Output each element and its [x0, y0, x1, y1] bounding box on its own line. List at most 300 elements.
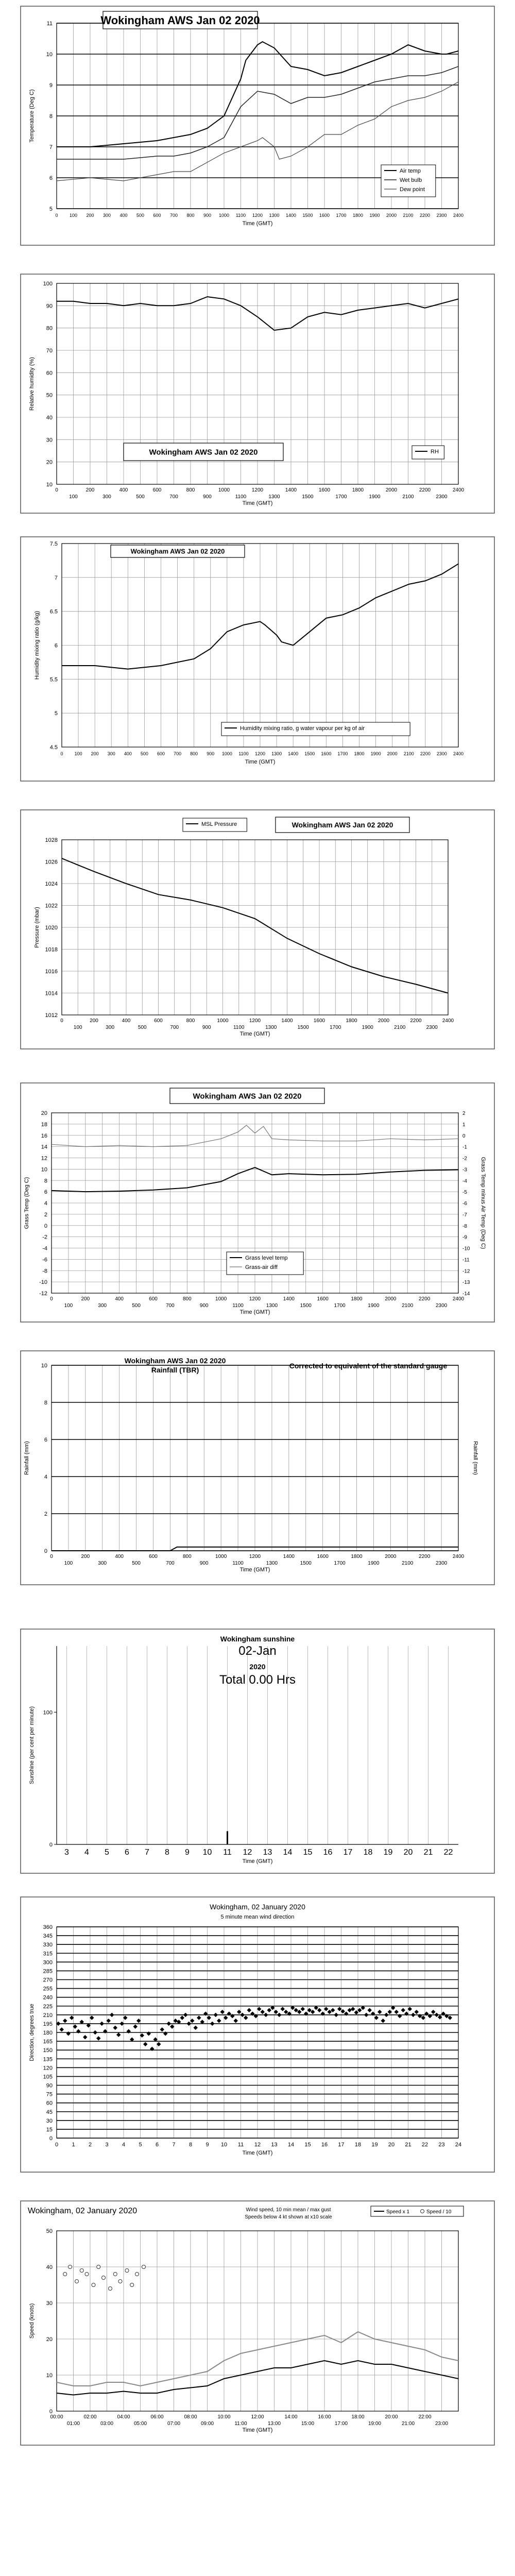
- y-tick-label: 135: [43, 2056, 53, 2063]
- x-tick-label: 2400: [453, 213, 464, 218]
- y-tick-label: 20: [46, 2336, 53, 2343]
- x-tick-label: 8: [188, 2142, 193, 2148]
- y-tick-label: 6: [44, 1189, 47, 1196]
- x-axis-label: Time (GMT): [242, 221, 273, 227]
- x-axis-label: Time (GMT): [242, 500, 273, 506]
- x-tick-label: 1200: [254, 751, 266, 756]
- y-tick-label: 1026: [45, 859, 58, 866]
- x-tick-label: 1300: [265, 1025, 277, 1030]
- legend-label: Speed x 1: [386, 2209, 410, 2215]
- y2-axis-label: Rainfall (mm): [472, 1441, 478, 1475]
- y-tick-label: 285: [43, 1968, 53, 1975]
- x-tick-label: 2300: [435, 1561, 448, 1566]
- x-tick-label: 1400: [281, 1018, 293, 1024]
- x-tick-label: 12:00: [251, 2414, 264, 2420]
- x-tick-label: 1400: [288, 751, 299, 756]
- x-tick-label: 12: [243, 1848, 252, 1857]
- x-tick-label: 18: [363, 1848, 373, 1857]
- x-tick-label: 800: [186, 213, 195, 218]
- x-tick-label: 0: [55, 213, 58, 218]
- speed-scaled-point: [130, 2283, 134, 2287]
- x-tick-label: 1300: [266, 1561, 278, 1566]
- x-tick-label: 15: [303, 1848, 313, 1857]
- x-tick-label: 1800: [352, 213, 364, 218]
- x-tick-label: 08:00: [184, 2414, 197, 2420]
- x-tick-label: 2400: [452, 487, 465, 493]
- y-axis-label: Speed (knots): [29, 2303, 35, 2339]
- y-tick-label: -12: [39, 1291, 47, 1297]
- legend-label: Speed / 10: [426, 2209, 452, 2215]
- speed-scaled-point: [97, 2265, 100, 2269]
- chart-year: 2020: [249, 1663, 266, 1671]
- x-tick-label: 4: [122, 2142, 126, 2148]
- y-tick-label: -10: [39, 1279, 47, 1286]
- x-tick-label: 1: [72, 2142, 75, 2148]
- x-tick-label: 500: [132, 1303, 141, 1309]
- x-tick-label: 17: [338, 2142, 345, 2148]
- x-axis-label: Time (GMT): [239, 1309, 270, 1315]
- y-tick-label: 70: [46, 348, 53, 354]
- x-tick-label: 2300: [436, 213, 447, 218]
- y-tick-label: 75: [46, 2091, 53, 2098]
- y-tick-label: 1028: [45, 837, 58, 843]
- x-tick-label: 1400: [283, 1554, 295, 1560]
- x-tick-label: 16: [321, 2142, 328, 2148]
- y2-tick-label: -4: [462, 1178, 467, 1184]
- y-tick-label: 60: [46, 2100, 53, 2107]
- x-tick-label: 8: [165, 1848, 169, 1857]
- x-tick-label: 2200: [419, 1296, 431, 1302]
- x-tick-label: 19: [383, 1848, 393, 1857]
- x-tick-label: 2300: [436, 751, 447, 756]
- wind-direction-chart: [0, 1896, 515, 2174]
- x-tick-label: 13: [271, 2142, 278, 2148]
- x-tick-label: 1500: [300, 1561, 312, 1566]
- x-axis-label: Time (GMT): [242, 2150, 273, 2156]
- x-tick-label: 1800: [352, 487, 364, 493]
- y2-tick-label: -7: [462, 1212, 467, 1218]
- y-tick-label: 10: [41, 1166, 47, 1173]
- x-tick-label: 2300: [435, 1303, 448, 1309]
- x-tick-label: 21:00: [401, 2421, 415, 2427]
- x-tick-label: 1800: [354, 751, 365, 756]
- x-tick-label: 07:00: [167, 2421, 181, 2427]
- y-axis-label: Rainfall (mm): [24, 1441, 30, 1475]
- legend-label: Air temp: [400, 168, 421, 174]
- x-tick-label: 2: [88, 2142, 92, 2148]
- y-tick-label: 14: [41, 1144, 47, 1150]
- x-tick-label: 1700: [336, 213, 347, 218]
- y-tick-label: -6: [42, 1257, 47, 1263]
- x-tick-label: 1100: [232, 1561, 244, 1566]
- x-tick-label: 3: [64, 1848, 69, 1857]
- x-axis-label: Time (GMT): [239, 1567, 270, 1573]
- x-tick-label: 19: [371, 2142, 378, 2148]
- x-tick-label: 700: [166, 1303, 175, 1309]
- y-tick-label: 6.5: [49, 608, 58, 615]
- x-tick-label: 300: [98, 1303, 107, 1309]
- y2-axis-label: Grass Temp minus Air Temp (Deg C): [480, 1157, 486, 1249]
- x-tick-label: 2300: [426, 1025, 438, 1030]
- x-tick-label: 14:00: [284, 2414, 298, 2420]
- y-tick-label: 1022: [45, 903, 58, 909]
- x-tick-label: 09:00: [200, 2421, 214, 2427]
- x-tick-label: 1500: [300, 1303, 312, 1309]
- x-tick-label: 1200: [249, 1554, 261, 1560]
- y-tick-label: 40: [46, 2264, 53, 2270]
- x-tick-label: 1900: [368, 1561, 380, 1566]
- y-tick-label: 11: [46, 21, 53, 27]
- y-tick-label: 2: [44, 1211, 47, 1218]
- x-tick-label: 1200: [249, 1018, 261, 1024]
- x-tick-label: 11:00: [234, 2421, 247, 2427]
- x-tick-label: 3: [105, 2142, 109, 2148]
- x-tick-label: 100: [69, 494, 78, 500]
- x-tick-label: 1600: [317, 1296, 329, 1302]
- y-axis-label: Direction, degrees true: [29, 2004, 35, 2061]
- x-tick-label: 600: [154, 1018, 163, 1024]
- sunshine-chart: [0, 1628, 515, 1875]
- y-tick-label: 7.5: [49, 541, 58, 547]
- x-tick-label: 0: [50, 1554, 53, 1560]
- x-tick-label: 23:00: [435, 2421, 449, 2427]
- x-tick-label: 100: [64, 1303, 73, 1309]
- y-tick-label: 1012: [45, 1012, 58, 1019]
- speed-scaled-point: [135, 2273, 139, 2276]
- y-tick-label: 50: [46, 2228, 53, 2234]
- x-tick-label: 21: [405, 2142, 411, 2148]
- y2-tick-label: -12: [462, 1268, 470, 1275]
- x-tick-label: 2200: [410, 1018, 422, 1024]
- mixing-ratio-chart: [0, 536, 515, 783]
- y-tick-label: 0: [49, 1842, 53, 1848]
- y-tick-label: 330: [43, 1942, 53, 1948]
- y-axis-label: Temperature (Deg C): [29, 89, 35, 143]
- legend-label: Grass level temp: [245, 1255, 288, 1261]
- y-tick-label: 40: [46, 415, 53, 421]
- legend-label: Dew point: [400, 187, 425, 193]
- y-tick-label: 120: [43, 2065, 53, 2072]
- x-tick-label: 20: [388, 2142, 395, 2148]
- y-tick-label: 90: [46, 303, 53, 310]
- x-tick-label: 19:00: [368, 2421, 382, 2427]
- x-tick-label: 05:00: [133, 2421, 147, 2427]
- y-tick-label: 6: [44, 1437, 47, 1443]
- x-tick-label: 100: [64, 1561, 73, 1566]
- y-axis-label: Grass Temp (Deg C): [24, 1177, 30, 1229]
- y2-tick-label: -13: [462, 1280, 470, 1286]
- x-tick-label: 2400: [442, 1018, 454, 1024]
- y2-tick-label: -10: [462, 1246, 470, 1252]
- x-tick-label: 1200: [249, 1296, 261, 1302]
- x-tick-label: 800: [186, 1018, 195, 1024]
- x-tick-label: 1100: [235, 494, 247, 500]
- x-tick-label: 10:00: [217, 2414, 231, 2420]
- y2-tick-label: -8: [462, 1223, 467, 1229]
- y-tick-label: 10: [41, 1363, 47, 1369]
- x-tick-label: 0: [50, 1296, 53, 1302]
- y-tick-label: 20: [46, 459, 53, 466]
- x-tick-label: 1100: [232, 1303, 244, 1309]
- y-tick-label: 18: [41, 1121, 47, 1128]
- x-tick-label: 4: [84, 1848, 89, 1857]
- x-tick-label: 800: [182, 1554, 192, 1560]
- y-tick-label: 1014: [45, 990, 58, 997]
- y-tick-label: 1018: [45, 946, 58, 953]
- chart-title: Wokingham AWS Jan 02 2020: [291, 821, 393, 829]
- speed-scaled-point: [118, 2280, 122, 2283]
- x-tick-label: 900: [199, 1303, 209, 1309]
- x-tick-label: 1000: [215, 1296, 227, 1302]
- legend: [412, 446, 444, 459]
- chart-annotation: Corrected to equivalent of the standard gauge: [289, 1362, 448, 1370]
- x-tick-label: 200: [81, 1296, 90, 1302]
- x-tick-label: 1400: [285, 487, 297, 493]
- x-tick-label: 600: [149, 1296, 158, 1302]
- x-tick-label: 500: [138, 1025, 147, 1030]
- humidity-chart: [0, 273, 515, 515]
- x-tick-label: 22:00: [418, 2414, 432, 2420]
- x-tick-label: 6: [125, 1848, 129, 1857]
- x-tick-label: 100: [69, 213, 78, 218]
- chart-subtitle: 5 minute mean wind direction: [220, 1914, 295, 1920]
- pressure-chart: [0, 809, 515, 1051]
- x-tick-label: 2000: [385, 1554, 397, 1560]
- y-tick-label: 345: [43, 1933, 53, 1940]
- x-tick-label: 600: [157, 751, 165, 756]
- x-tick-label: 400: [122, 1018, 131, 1024]
- x-tick-label: 2000: [387, 751, 398, 756]
- legend-label: Wet bulb: [400, 177, 422, 183]
- x-tick-label: 1300: [268, 494, 280, 500]
- x-tick-label: 1700: [334, 1303, 346, 1309]
- x-tick-label: 400: [119, 487, 128, 493]
- y-axis-label: Humidity mixing ratio (g/kg): [34, 611, 40, 680]
- x-tick-label: 300: [107, 751, 115, 756]
- x-tick-label: 22: [421, 2142, 428, 2148]
- y-tick-label: 30: [46, 2300, 53, 2307]
- y-tick-label: 7: [54, 574, 58, 581]
- rainfall-chart: [0, 1350, 515, 1587]
- x-tick-label: 2000: [385, 1296, 397, 1302]
- y-tick-label: 2: [44, 1511, 47, 1517]
- x-tick-label: 1300: [266, 1303, 278, 1309]
- chart-title: Wokingham AWS Jan 02 2020: [100, 13, 260, 27]
- y-tick-label: 30: [46, 2117, 53, 2124]
- x-tick-label: 1000: [218, 487, 230, 493]
- x-tick-label: 300: [102, 494, 111, 500]
- x-tick-label: 13:00: [267, 2421, 281, 2427]
- x-tick-label: 400: [115, 1554, 124, 1560]
- y-tick-label: 10: [46, 482, 53, 488]
- x-tick-label: 1600: [317, 1554, 329, 1560]
- x-tick-label: 200: [81, 1554, 90, 1560]
- panel-frame: [21, 537, 494, 781]
- x-tick-label: 9: [205, 2142, 209, 2148]
- panel-frame: [21, 810, 494, 1049]
- x-tick-label: 1900: [369, 494, 381, 500]
- x-tick-label: 10: [220, 2142, 228, 2148]
- chart-subtitle: Speeds below 4 kt shown at x10 scale: [245, 2214, 332, 2220]
- y-tick-label: 0: [44, 1223, 47, 1229]
- y-tick-label: 20: [41, 1110, 47, 1116]
- chart-total: Total 0.00 Hrs: [219, 1673, 296, 1687]
- x-tick-label: 1700: [334, 1561, 346, 1566]
- x-tick-label: 0: [60, 751, 63, 756]
- x-tick-label: 1400: [285, 213, 297, 218]
- x-tick-label: 15: [304, 2142, 311, 2148]
- x-tick-label: 900: [203, 213, 212, 218]
- x-tick-label: 1100: [238, 751, 249, 756]
- y-tick-label: 8: [49, 113, 53, 120]
- x-tick-label: 700: [169, 494, 178, 500]
- y2-tick-label: -11: [462, 1257, 470, 1263]
- y2-tick-label: 1: [462, 1122, 466, 1128]
- x-tick-label: 1900: [370, 751, 381, 756]
- x-tick-label: 22: [443, 1848, 453, 1857]
- x-tick-label: 1400: [283, 1296, 295, 1302]
- x-tick-label: 0: [60, 1018, 63, 1024]
- y-tick-label: -4: [42, 1245, 47, 1252]
- y-tick-label: 45: [46, 2109, 53, 2115]
- x-tick-label: 2200: [419, 487, 431, 493]
- y-tick-label: 15: [46, 2126, 53, 2133]
- y-tick-label: 80: [46, 325, 53, 332]
- y2-tick-label: 0: [462, 1133, 466, 1139]
- x-tick-label: 2100: [403, 751, 414, 756]
- x-tick-label: 1700: [330, 1025, 341, 1030]
- y-tick-label: 8: [44, 1400, 47, 1406]
- x-tick-label: 12: [254, 2142, 261, 2148]
- x-tick-label: 00:00: [50, 2414, 63, 2420]
- x-tick-label: 17:00: [334, 2421, 348, 2427]
- y-tick-label: 315: [43, 1951, 53, 1957]
- sunshine-bar: [227, 1831, 228, 1844]
- y-tick-label: 225: [43, 2003, 53, 2010]
- y-tick-label: 1016: [45, 969, 58, 975]
- y-tick-label: 9: [49, 82, 53, 89]
- x-tick-label: 20: [403, 1848, 413, 1857]
- x-tick-label: 1500: [297, 1025, 309, 1030]
- x-tick-label: 900: [207, 751, 215, 756]
- x-tick-label: 18:00: [351, 2414, 365, 2420]
- panel-frame: [21, 1351, 494, 1585]
- y-tick-label: 0: [49, 2136, 53, 2142]
- chart-title: Wokingham AWS Jan 02 2020: [193, 1092, 302, 1101]
- y-tick-label: 90: [46, 2082, 53, 2089]
- x-tick-label: 11: [237, 2142, 244, 2148]
- y-tick-label: 100: [43, 281, 53, 287]
- y-tick-label: 10: [46, 52, 53, 58]
- y-tick-label: 1020: [45, 925, 58, 931]
- x-tick-label: 500: [136, 213, 145, 218]
- x-tick-label: 1800: [351, 1554, 363, 1560]
- y-tick-label: 150: [43, 2047, 53, 2054]
- y-tick-label: 100: [43, 1709, 53, 1716]
- x-tick-label: 800: [182, 1296, 192, 1302]
- y-axis-label: Pressure (mbar): [34, 907, 40, 948]
- x-tick-label: 900: [202, 1025, 211, 1030]
- y-tick-label: 50: [46, 392, 53, 399]
- grass-temp-chart: [0, 1082, 515, 1324]
- x-tick-label: 17: [343, 1848, 353, 1857]
- y-tick-label: 6: [49, 175, 53, 181]
- y-tick-label: 300: [43, 1959, 53, 1966]
- legend-swatch: [421, 2210, 424, 2213]
- y-tick-label: 4.5: [49, 744, 58, 751]
- y-tick-label: 360: [43, 1924, 53, 1930]
- x-tick-label: 1000: [218, 213, 230, 218]
- y2-tick-label: -2: [462, 1156, 467, 1162]
- x-tick-label: 700: [169, 213, 178, 218]
- x-tick-label: 400: [124, 751, 132, 756]
- speed-scaled-point: [80, 2269, 83, 2273]
- x-tick-label: 300: [102, 213, 111, 218]
- y2-tick-label: -6: [462, 1201, 467, 1207]
- speed-scaled-point: [142, 2265, 146, 2269]
- speed-scaled-point: [68, 2265, 72, 2269]
- x-tick-label: 14: [287, 2142, 295, 2148]
- y-tick-label: 5.5: [49, 676, 58, 683]
- x-tick-label: 7: [172, 2142, 176, 2148]
- y2-tick-label: -5: [462, 1190, 467, 1196]
- y-tick-label: 0: [44, 1548, 47, 1554]
- x-tick-label: 2400: [452, 1296, 465, 1302]
- x-tick-label: 14: [283, 1848, 293, 1857]
- x-tick-label: 1000: [221, 751, 232, 756]
- x-tick-label: 2100: [403, 213, 414, 218]
- y2-tick-label: -3: [462, 1167, 467, 1173]
- x-tick-label: 200: [85, 487, 95, 493]
- wind-speed-chart: [0, 2200, 515, 2447]
- x-axis-label: Time (GMT): [245, 759, 276, 765]
- y-tick-label: 4: [44, 1200, 47, 1207]
- chart-title: Wokingham, 02 January 2020: [27, 2207, 138, 2215]
- x-tick-label: 600: [153, 213, 161, 218]
- legend-label: MSL Pressure: [201, 821, 237, 827]
- y-tick-label: 5: [49, 206, 53, 212]
- speed-scaled-point: [63, 2273, 67, 2276]
- y-tick-label: 270: [43, 1977, 53, 1984]
- chart-subtitle: Rainfall (TBR): [151, 1366, 199, 1374]
- chart-title: Wokingham AWS Jan 02 2020: [124, 1357, 226, 1365]
- x-tick-label: 2000: [377, 1018, 390, 1024]
- legend-label: Grass-air diff: [245, 1264, 278, 1270]
- x-tick-label: 1300: [269, 213, 280, 218]
- x-tick-label: 700: [174, 751, 182, 756]
- x-tick-label: 2200: [419, 1554, 431, 1560]
- x-tick-label: 2100: [394, 1025, 406, 1030]
- x-tick-label: 300: [106, 1025, 115, 1030]
- y-tick-label: 240: [43, 1994, 53, 2001]
- x-tick-label: 900: [199, 1561, 209, 1566]
- legend-label: Humidity mixing ratio, g water vapour per kg of air: [240, 725, 365, 732]
- x-tick-label: 1800: [351, 1296, 363, 1302]
- x-tick-label: 100: [74, 751, 82, 756]
- speed-scaled-point: [85, 2273, 89, 2276]
- y-axis-label: Relative humidity (%): [29, 357, 35, 411]
- x-tick-label: 200: [86, 213, 94, 218]
- y-tick-label: 1024: [45, 881, 58, 887]
- x-tick-label: 2100: [402, 1561, 414, 1566]
- x-tick-label: 500: [132, 1561, 141, 1566]
- x-tick-label: 2300: [436, 494, 448, 500]
- x-tick-label: 1500: [302, 494, 314, 500]
- x-tick-label: 13: [263, 1848, 272, 1857]
- chart-title: Wokingham sunshine: [220, 1635, 295, 1643]
- x-tick-label: 1900: [369, 213, 380, 218]
- y-tick-label: -8: [42, 1268, 47, 1275]
